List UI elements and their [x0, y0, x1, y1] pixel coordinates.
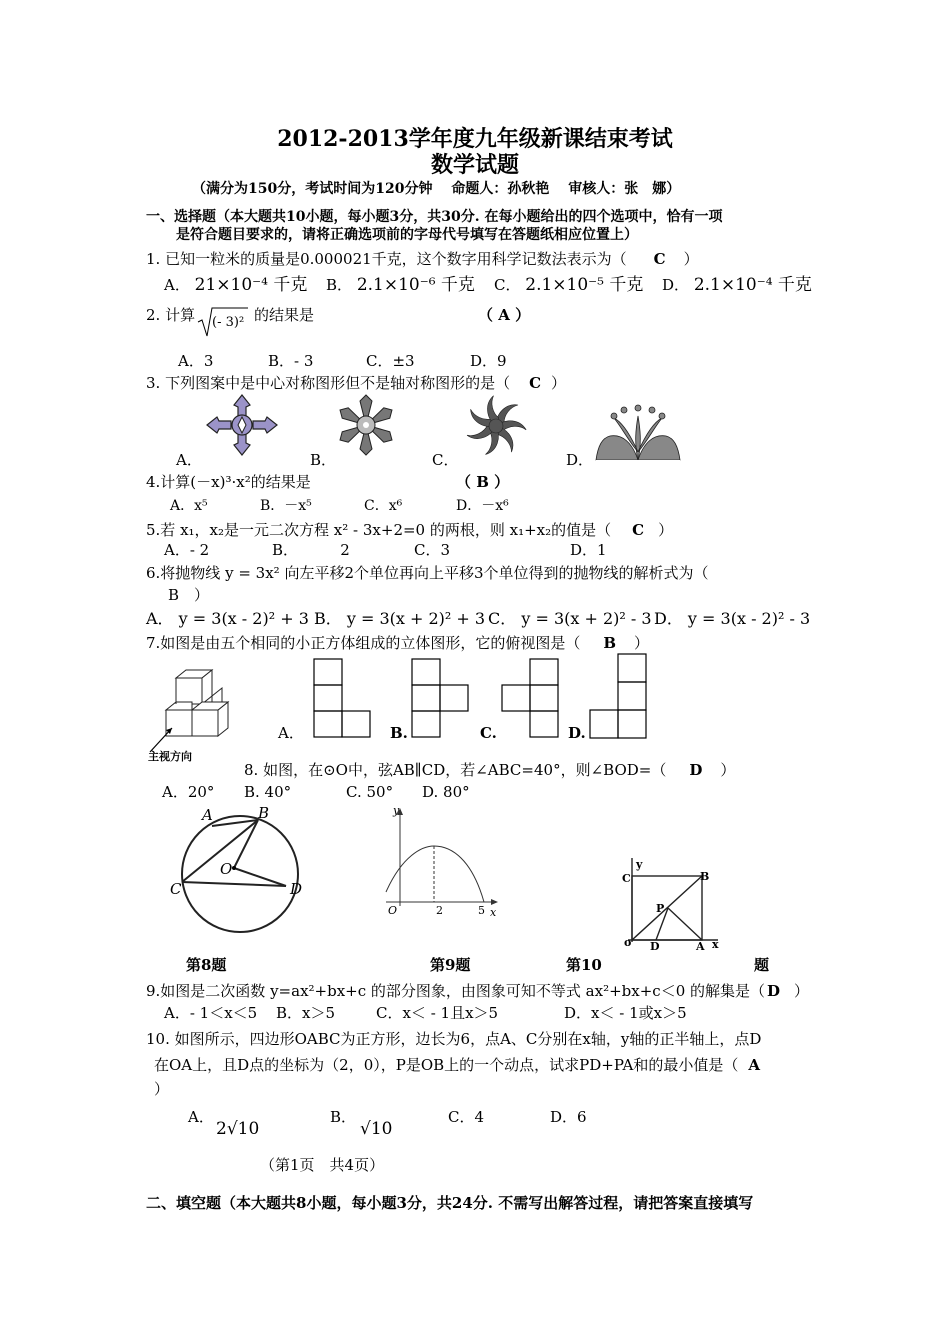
q1-b-text: 2.1×10⁻⁶ 千克: [356, 275, 475, 295]
caption-fig10: 第10: [566, 956, 602, 974]
q1-c-text: 2.1×10⁻⁵ 千克: [525, 275, 644, 295]
q10-option-d: D．6: [550, 1108, 587, 1126]
q4-answer: （ B ）: [456, 473, 510, 491]
q9-stem-text: 9.如图是二次函数 y=ax²+bx+c 的部分图象，由图象可知不等式 ax²+bx+c＜0 的解集是（: [146, 982, 766, 1000]
q3-figure-d: [592, 402, 684, 464]
q2-option-c: C．±3: [366, 352, 415, 370]
q5-option-b: B． 2: [272, 541, 350, 559]
q1-option-c: [494, 276, 643, 294]
fig8-label-c: C: [170, 880, 182, 898]
q6-answer: B ）: [168, 586, 210, 604]
q5-option-c: C．3: [414, 541, 451, 559]
q10-option-b-label: B．: [330, 1108, 357, 1126]
q2-option-a: A．3: [178, 352, 214, 370]
q3-option-b: B．: [310, 451, 337, 469]
q8-stem: [244, 761, 735, 779]
q7-option-a: A．: [278, 724, 304, 742]
q2-option-b: B．- 3: [268, 352, 314, 370]
q7-cube-figure: [146, 664, 250, 754]
q5-answer: C: [632, 521, 645, 539]
q10-option-a-label: A．: [188, 1108, 214, 1126]
q6-option-c: C． y = 3(x + 2)² - 3: [488, 609, 652, 628]
q1-option-d: [662, 276, 812, 294]
q8-answer: D: [689, 761, 703, 779]
q10-option-c: C．4: [448, 1108, 485, 1126]
fig9-tick-5: 5: [478, 904, 485, 917]
fig8-label-a: A: [202, 806, 213, 824]
fig9-label-y: y: [393, 804, 400, 817]
q6-option-b: B． y = 3(x + 2)² + 3: [314, 609, 486, 628]
q7-option-b: B.: [390, 724, 408, 742]
fig9-label-x: x: [490, 906, 497, 919]
q4-option-d: D．－x⁶: [456, 498, 509, 514]
q5-option-a: A．- 2: [164, 541, 210, 559]
q3-close: ）: [551, 374, 567, 392]
caption-fig9: 第9题: [430, 956, 471, 974]
q10-close: ）: [154, 1080, 170, 1098]
q5-stem-text: 5.若 x₁，x₂是一元二次方程 x² - 3x+2=0 的两根，则 x₁+x₂的值是（: [146, 521, 627, 539]
q1-d-label: D．: [662, 276, 690, 294]
fig10-label-c: C: [622, 872, 631, 885]
q8-stem-text: 8. 如图，在⊙O中，弦AB∥CD，若∠ABC=40°，则∠BOD=（: [244, 761, 682, 779]
q8-option-c: C. 50°: [346, 783, 394, 801]
q7-stem-text: 7.如图是由五个相同的小正方体组成的立体图形，它的俯视图是（: [146, 634, 596, 652]
q5-option-d: D．1: [570, 541, 607, 559]
q1-d-text: 2.1×10⁻⁴ 千克: [693, 275, 812, 295]
q1-stem: [146, 250, 699, 268]
q8-option-a: A．20°: [162, 783, 215, 801]
fig8-label-d: D: [290, 880, 303, 898]
fig10-label-d: D: [650, 940, 660, 953]
fig10-label-a: A: [696, 940, 705, 953]
q3-figure-b: [334, 393, 398, 457]
q2-stem: 2. 计算: [146, 306, 196, 324]
q4-option-b: B．－x⁵: [260, 498, 312, 514]
q3-answer: C: [529, 374, 542, 392]
q8-option-d: D. 80°: [422, 783, 470, 801]
q3-option-d: D．: [566, 451, 594, 469]
q9-option-a: A．- 1＜x＜5: [164, 1004, 258, 1022]
q10-stem-cont: [154, 1056, 760, 1074]
q3-figure-c: [460, 393, 532, 459]
q2-answer: （ A ）: [478, 306, 531, 324]
q1-answer: C: [653, 250, 666, 268]
q10-answer: A: [748, 1056, 761, 1074]
q1-option-b: [326, 276, 475, 294]
fig9-tick-2: 2: [436, 904, 443, 917]
q1-close: ）: [683, 250, 699, 268]
fig10-label-b: B: [700, 870, 710, 883]
q7-option-d: D.: [568, 724, 586, 742]
q1-stem-text: 1. 已知一粒米的质量是0.000021千克，这个数字用科学记数法表示为（: [146, 250, 642, 268]
q7-option-a-grid: [312, 657, 372, 741]
fig10-label-p: P: [656, 902, 665, 915]
q10-stem: 10. 如图所示，四边形OABC为正方形，边长为6，点A、C分别在x轴，y轴的正半轴上，点D: [146, 1030, 762, 1048]
q7-answer: B: [603, 634, 617, 652]
q7-stem: [146, 634, 649, 652]
section1-heading: 一、选择题（本大题共10小题，每小题3分，共30分. 在每小题给出的四个选项中，恰有一项: [146, 209, 723, 225]
q6-option-a: A． y = 3(x - 2)² + 3: [146, 609, 309, 628]
q4-stem: 4.计算(－x)³·x²的结果是: [146, 473, 311, 491]
q7-option-c-grid: [500, 657, 560, 741]
q6-option-d: D． y = 3(x - 2)² - 3: [654, 609, 811, 628]
q7-view-direction-label: 主视方向: [148, 750, 192, 763]
section1-heading-cont: 是符合题目要求的，请将正确选项前的字母代号填写在答题纸相应位置上）: [176, 227, 638, 243]
q2-option-d: D．9: [470, 352, 507, 370]
fig8-circle: [168, 806, 308, 946]
q1-a-label: A．: [164, 276, 190, 294]
q2-stem-end: 的结果是: [254, 306, 315, 324]
q7-option-c: C.: [480, 724, 497, 742]
q1-option-a: [164, 276, 307, 294]
fig9-label-origin: O: [388, 904, 398, 917]
q10-option-b-value: √10: [360, 1119, 393, 1139]
q3-stem-text: 3. 下列图案中是中心对称图形但不是轴对称图形的是（: [146, 374, 526, 392]
q1-c-label: C．: [494, 276, 521, 294]
q9-stem: [146, 982, 809, 1000]
fig10-label-x: x: [712, 938, 719, 951]
q8-option-b: B. 40°: [244, 783, 292, 801]
fig10-label-y: y: [636, 858, 643, 871]
q3-figure-a: [205, 393, 279, 457]
q3-option-a: A．: [176, 451, 202, 469]
q5-close: ）: [658, 521, 674, 539]
fig8-label-o: O: [220, 860, 233, 878]
caption-fig8: 第8题: [186, 956, 227, 974]
q7-close: ）: [634, 634, 650, 652]
q4-option-c: C．x⁶: [364, 498, 403, 514]
q3-option-c: C．: [432, 451, 459, 469]
q4-option-a: A．x⁵: [170, 498, 208, 514]
q9-close: ）: [794, 982, 810, 1000]
exam-subtitle: 数学试题: [430, 152, 519, 178]
q8-close: ）: [720, 761, 736, 779]
q6-stem: 6.将抛物线 y = 3x² 向左平移2个单位再向上平移3个单位得到的抛物线的解析式为（: [146, 564, 709, 582]
fig8-label-b: B: [258, 804, 270, 822]
q9-option-c: C．x＜ - 1且x＞5: [376, 1004, 499, 1022]
exam-title: 2012-2013学年度九年级新课结束考试: [277, 126, 673, 152]
q7-option-b-grid: [410, 657, 470, 741]
page-footer: （第1页 共4页）: [260, 1156, 385, 1174]
q9-option-d: D．x＜ - 1或x＞5: [564, 1004, 687, 1022]
section2-heading: 二、填空题（本大题共8小题，每小题3分，共24分. 不需写出解答过程，请把答案直接填写: [146, 1194, 754, 1212]
q5-stem: [146, 521, 673, 539]
q1-a-text: 21×10⁻⁴ 千克: [194, 275, 308, 295]
q9-answer: D: [767, 982, 781, 1000]
q2-radicand: (- 3)²: [212, 315, 245, 330]
q10-stem-cont-text: 在OA上，且D点的坐标为（2，0），P是OB上的一个动点，试求PD+PA和的最小值是（: [154, 1056, 739, 1074]
q3-stem: [146, 374, 566, 392]
q10-option-a-value: 2√10: [216, 1119, 260, 1139]
fig10-label-o: o: [624, 936, 632, 949]
q9-option-b: B．x＞5: [276, 1004, 336, 1022]
q1-b-label: B．: [326, 276, 353, 294]
caption-fig10-end: 题: [754, 956, 770, 974]
exam-info: （满分为150分，考试时间为120分钟 命题人：孙秋艳 审核人：张 娜）: [192, 181, 681, 197]
q7-option-d-grid: [588, 652, 648, 742]
